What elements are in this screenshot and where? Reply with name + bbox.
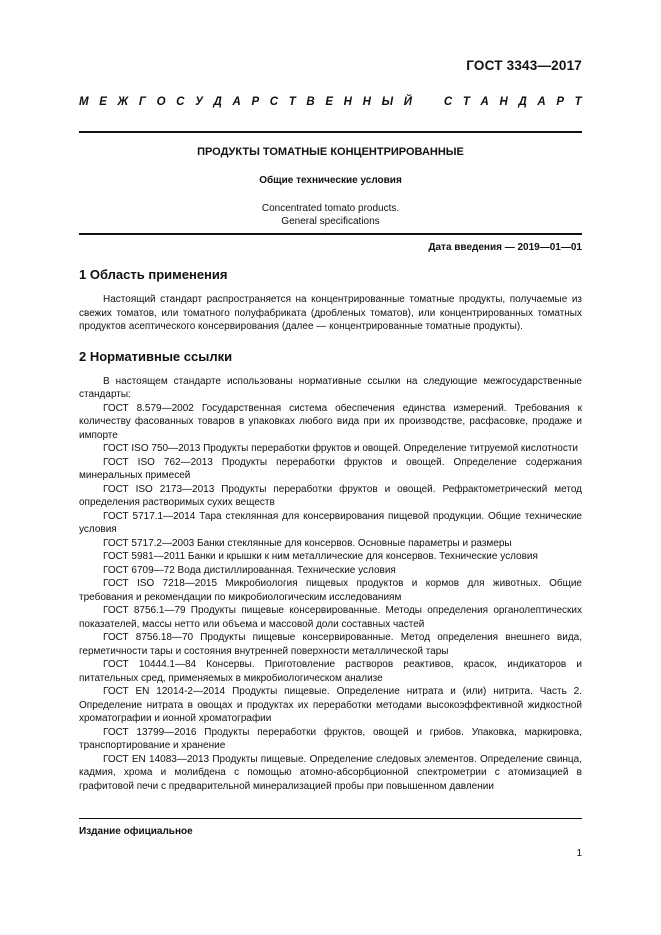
- footer-rule: [79, 818, 582, 819]
- interstate-letter: Р: [251, 96, 260, 108]
- paragraph: Настоящий стандарт распространяется на концентрированные томатные продукты, получаемые из свежих томатов, или томатного полуфабриката (дробленых томатов), или концентрированных томатных продуктов асептического консервирования (далее — концентрированные томатные продукты).: [79, 294, 582, 332]
- interstate-letter: Т: [288, 96, 296, 108]
- title-rule: [79, 233, 582, 235]
- interstate-letter: А: [480, 96, 489, 108]
- interstate-letter: О: [156, 96, 166, 108]
- interstate-letter: Т: [574, 96, 582, 108]
- document-title: ПРОДУКТЫ ТОМАТНЫЕ КОНЦЕНТРИРОВАННЫЕ: [197, 146, 464, 158]
- reference-item: ГОСТ 5717.2—2003 Банки стеклянные для консервов. Основные параметры и размеры: [103, 537, 512, 549]
- reference-item: ГОСТ 8.579—2002 Государственная система обеспечения единства измерений. Требования к количеству фасованных товаров в упаковках любого вида при их производстве, расфасовке, продаже и импорте: [79, 402, 582, 441]
- interstate-letter: Н: [343, 96, 352, 108]
- english-title-line-2: General specifications: [281, 216, 380, 227]
- interstate-letter: А: [537, 96, 546, 108]
- interstate-letter: С: [443, 96, 453, 108]
- section-heading: 2 Нормативные ссылки: [79, 348, 233, 364]
- reference-item: ГОСТ ISO 2173—2013 Продукты переработки фруктов и овощей. Рефрактометрический метод определения растворимых сухих веществ: [79, 483, 582, 508]
- interstate-letter: Д: [213, 96, 222, 108]
- interstate-letter: С: [176, 96, 185, 108]
- reference-item: ГОСТ EN 12014-2—2014 Продукты пищевые. Определение нитрата и (или) нитрита. Часть 2. Определение нитрата в овощах и продуктах их переработки методами высокоэффективной жидкостной хроматографии и ионной хроматографии: [79, 686, 582, 724]
- reference-item: ГОСТ ISO 762—2013 Продукты переработки фруктов и овощей. Определение содержания минеральных примесей: [79, 456, 582, 481]
- reference-item: ГОСТ 5717.1—2014 Тара стеклянная для консервирования пищевой продукции. Общие технические условия: [79, 510, 582, 535]
- reference-item: ГОСТ 8756.1—79 Продукты пищевые консервированные. Методы определения органолептических показателей, массы нетто или объема и массовой доли составных частей: [79, 605, 582, 630]
- interstate-letter: Р: [556, 96, 565, 108]
- interstate-letter: Г: [138, 96, 146, 108]
- document-body: [79, 266, 582, 793]
- english-title-line-1: Concentrated tomato products.: [261, 203, 400, 214]
- interstate-letter: Ж: [117, 96, 129, 108]
- reference-item: ГОСТ ISO 750—2013 Продукты переработки фруктов и овощей. Определение титруемой кислотности: [103, 443, 579, 454]
- reference-item: ГОСТ 8756.18—70 Продукты пищевые консервированные. Метод определения внешнего вида, герметичности тары и состояния внутренней поверхности металлической тары: [79, 632, 582, 657]
- official-edition-label: Издание официальное: [79, 826, 193, 837]
- section-heading: 1 Область применения: [79, 267, 228, 282]
- paragraph: В настоящем стандарте использованы нормативные ссылки на следующие межгосударственные стандарты:: [79, 375, 582, 400]
- interstate-standard-label: [79, 96, 582, 108]
- interstate-letter: Н: [499, 96, 508, 108]
- page-number: 1: [576, 848, 582, 859]
- interstate-letter: Ы: [381, 96, 394, 108]
- section-scope: [79, 266, 582, 334]
- header-rule: [79, 131, 582, 133]
- interstate-letter: Д: [518, 96, 527, 108]
- document-subtitle: Общие технические условия: [259, 175, 402, 186]
- interstate-letter: А: [232, 96, 241, 108]
- interstate-letter: М: [79, 96, 89, 108]
- section-normative-references: [79, 348, 582, 794]
- document-code: ГОСТ 3343—2017: [466, 58, 582, 73]
- introduction-date: Дата введения — 2019—01—01: [428, 242, 582, 253]
- reference-item: ГОСТ ISO 7218—2015 Микробиология пищевых продуктов и кормов для животных. Общие требования и рекомендации по микробиологическим исследованиям: [79, 578, 582, 603]
- reference-item: ГОСТ 6709—72 Вода дистиллированная. Технические условия: [103, 564, 396, 576]
- reference-item: ГОСТ 5981—2011 Банки и крышки к ним металлические для консервов. Технические условия: [103, 551, 538, 562]
- interstate-letter: С: [269, 96, 279, 108]
- reference-item: ГОСТ EN 14083—2013 Продукты пищевые. Определение следовых элементов. Определение свинца, кадмия, хрома и молибдена с помощью атомно-абсорбционной спектрометрии с атомизацией в графитовой печи с предварительной минерализацией пробы при повышенном давлении: [79, 753, 582, 792]
- reference-item: ГОСТ 10444.1—84 Консервы. Приготовление растворов реактивов, красок, индикаторов и питательных сред, применяемых в микробиологическом анализе: [79, 659, 582, 684]
- interstate-letter: Е: [99, 96, 107, 108]
- interstate-letter: Е: [325, 96, 334, 108]
- interstate-letter: В: [306, 96, 315, 108]
- interstate-letter: Н: [362, 96, 371, 108]
- title-block: [79, 146, 582, 228]
- interstate-letter: Т: [462, 96, 470, 108]
- interstate-letter: Й: [403, 96, 412, 108]
- interstate-letter: У: [195, 96, 203, 108]
- reference-item: ГОСТ 13799—2016 Продукты переработки фруктов, овощей и грибов. Упаковка, маркировка, транспортирование и хранение: [79, 726, 582, 751]
- document-title-english: [79, 202, 582, 228]
